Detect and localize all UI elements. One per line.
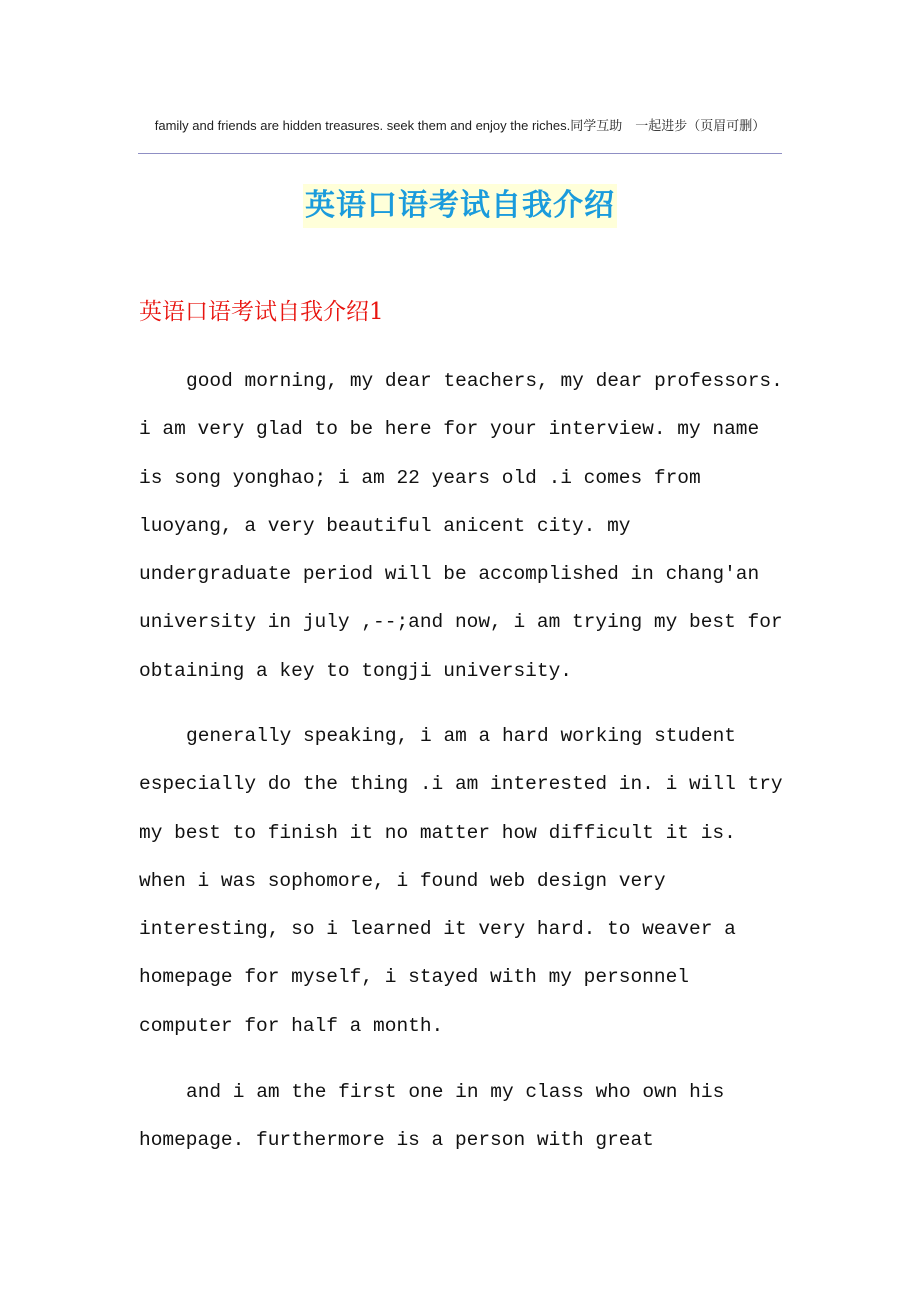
paragraph-line: especially do the thing .i am interested in. i will try bbox=[139, 773, 783, 796]
paragraph-line: homepage. furthermore is a person with great bbox=[139, 1129, 654, 1152]
paragraph-line: my best to finish it no matter how difficult it is. bbox=[139, 821, 736, 844]
paragraph-line: when i was sophomore, i found web design very bbox=[139, 869, 666, 892]
paragraph-1 bbox=[139, 357, 789, 695]
paragraph-line: computer for half a month. bbox=[139, 1014, 444, 1037]
paragraph-line: is song yonghao; i am 22 years old .i comes from bbox=[139, 466, 701, 489]
paragraph-line: obtaining a key to tongji university. bbox=[139, 659, 572, 682]
paragraph-line: generally speaking, i am a hard working student bbox=[186, 725, 736, 747]
header-divider bbox=[138, 153, 782, 154]
paragraph-line: good morning, my dear teachers, my dear professors. bbox=[186, 370, 783, 392]
paragraph-3 bbox=[139, 1068, 789, 1165]
paragraph-line: university in july ,--;and now, i am trying my best for bbox=[139, 611, 783, 634]
paragraph-line: luoyang, a very beautiful anicent city. my bbox=[139, 514, 631, 537]
paragraph-line: interesting, so i learned it very hard. to weaver a bbox=[139, 918, 736, 941]
title-container bbox=[0, 184, 920, 228]
document-title: 英语口语考试自我介绍 bbox=[303, 184, 617, 228]
paragraph-line: homepage for myself, i stayed with my personnel bbox=[139, 966, 689, 989]
page-header: family and friends are hidden treasures. seek them and enjoy the riches.同学互助 一起进步（页眉可删） bbox=[154, 118, 766, 133]
paragraph-2 bbox=[139, 712, 789, 1050]
paragraph-line: undergraduate period will be accomplished in chang'an bbox=[139, 563, 760, 586]
section-heading: 英语口语考试自我介绍1 bbox=[139, 299, 384, 325]
paragraph-line: i am very glad to be here for your interview. my name bbox=[139, 418, 760, 441]
paragraph-line: and i am the first one in my class who own his bbox=[186, 1081, 725, 1103]
